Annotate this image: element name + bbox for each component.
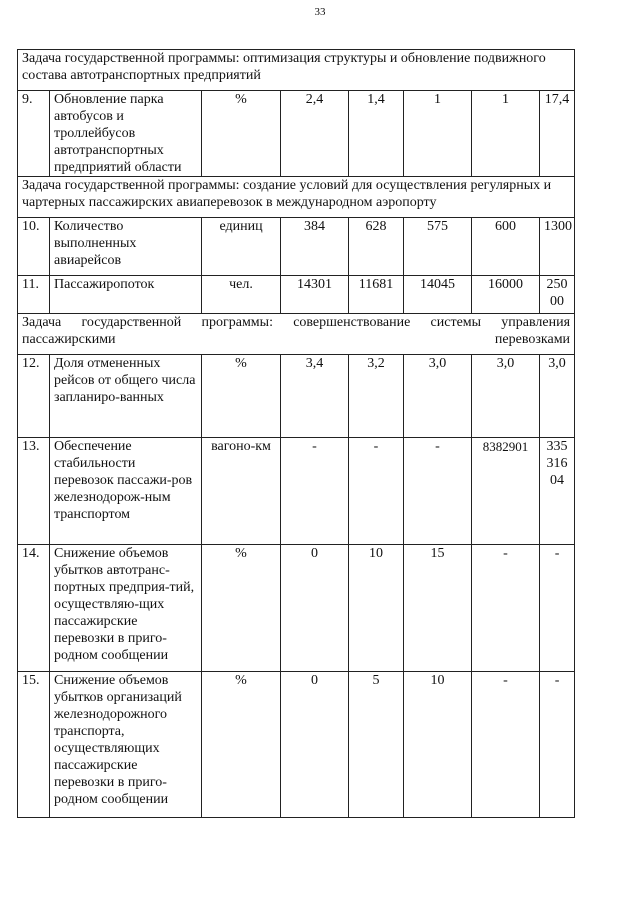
value-cell: - <box>472 545 540 672</box>
indicator-name: Снижение объемов убытков автотранс-портных предприя-тий, осуществляю-щих пассажирские перевозки в приго-родном сообщении <box>50 545 202 672</box>
value-cell: 8382901 <box>472 438 540 545</box>
value-cell: 5 <box>349 672 404 818</box>
value-cell: 3,0 <box>472 355 540 438</box>
unit-cell: единиц <box>202 218 281 276</box>
table-row <box>18 218 575 276</box>
value-cell: 3,0 <box>404 355 472 438</box>
value-cell: - <box>472 672 540 818</box>
value-cell: 33531604 <box>540 438 575 545</box>
task-row <box>18 177 575 218</box>
value-cell: - <box>349 438 404 545</box>
value-cell: - <box>281 438 349 545</box>
unit-cell: % <box>202 355 281 438</box>
value-cell: 0 <box>281 545 349 672</box>
table-row <box>18 672 575 818</box>
value-cell: - <box>540 672 575 818</box>
table-row <box>18 545 575 672</box>
value-cell: 25000 <box>540 276 575 314</box>
table-row <box>18 438 575 545</box>
value-cell: 3,2 <box>349 355 404 438</box>
value-cell: 575 <box>404 218 472 276</box>
value-cell: - <box>404 438 472 545</box>
value-cell: 17,4 <box>540 91 575 177</box>
unit-cell: % <box>202 545 281 672</box>
value-cell: 16000 <box>472 276 540 314</box>
unit-cell: чел. <box>202 276 281 314</box>
indicator-name: Пассажиропоток <box>50 276 202 314</box>
indicator-name: Доля отмененных рейсов от общего числа запланиро-ванных <box>50 355 202 438</box>
page-number: 33 <box>314 6 326 18</box>
value-cell: 628 <box>349 218 404 276</box>
indicator-name: Обновление парка автобусов и троллейбусов автотранспортных предприятий области <box>50 91 202 177</box>
task-row <box>18 50 575 91</box>
row-number: 14. <box>18 545 50 672</box>
value-cell: 600 <box>472 218 540 276</box>
value-cell: 1,4 <box>349 91 404 177</box>
task-heading: Задача государственной программы: совершенствование системы управления пассажирскими перевозками <box>18 314 575 355</box>
value-cell: 14045 <box>404 276 472 314</box>
value-cell: 3,4 <box>281 355 349 438</box>
unit-cell: % <box>202 91 281 177</box>
value-cell: 15 <box>404 545 472 672</box>
indicator-name: Снижение объемов убытков организаций железнодорожного транспорта, осуществляющих пассажирские перевозки в приго-родном сообщении <box>50 672 202 818</box>
value-cell: 384 <box>281 218 349 276</box>
indicator-name: Количество выполненных авиарейсов <box>50 218 202 276</box>
unit-cell: % <box>202 672 281 818</box>
value-cell: - <box>540 545 575 672</box>
row-number: 12. <box>18 355 50 438</box>
value-cell: 1300 <box>540 218 575 276</box>
row-number: 9. <box>18 91 50 177</box>
row-number: 13. <box>18 438 50 545</box>
value-cell: 1 <box>472 91 540 177</box>
value-cell: 11681 <box>349 276 404 314</box>
indicator-name: Обеспечение стабильности перевозок пассажи-ров железнодорож-ным транспортом <box>50 438 202 545</box>
value-cell: 2,4 <box>281 91 349 177</box>
task-heading: Задача государственной программы: создание условий для осуществления регулярных и чартерных пассажирских авиаперевозок в международном аэропорту <box>18 177 575 218</box>
value-cell: 10 <box>404 672 472 818</box>
unit-cell: вагоно-км <box>202 438 281 545</box>
value-cell: 0 <box>281 672 349 818</box>
task-heading: Задача государственной программы: оптимизация структуры и обновление подвижного состава автотранспортных предприятий <box>18 50 575 91</box>
table-row <box>18 355 575 438</box>
table-row <box>18 91 575 177</box>
table-row <box>18 276 575 314</box>
value-cell: 10 <box>349 545 404 672</box>
value-cell: 3,0 <box>540 355 575 438</box>
indicators-table <box>17 49 575 818</box>
row-number: 10. <box>18 218 50 276</box>
task-row <box>18 314 575 355</box>
row-number: 11. <box>18 276 50 314</box>
value-cell: 14301 <box>281 276 349 314</box>
row-number: 15. <box>18 672 50 818</box>
value-cell: 1 <box>404 91 472 177</box>
